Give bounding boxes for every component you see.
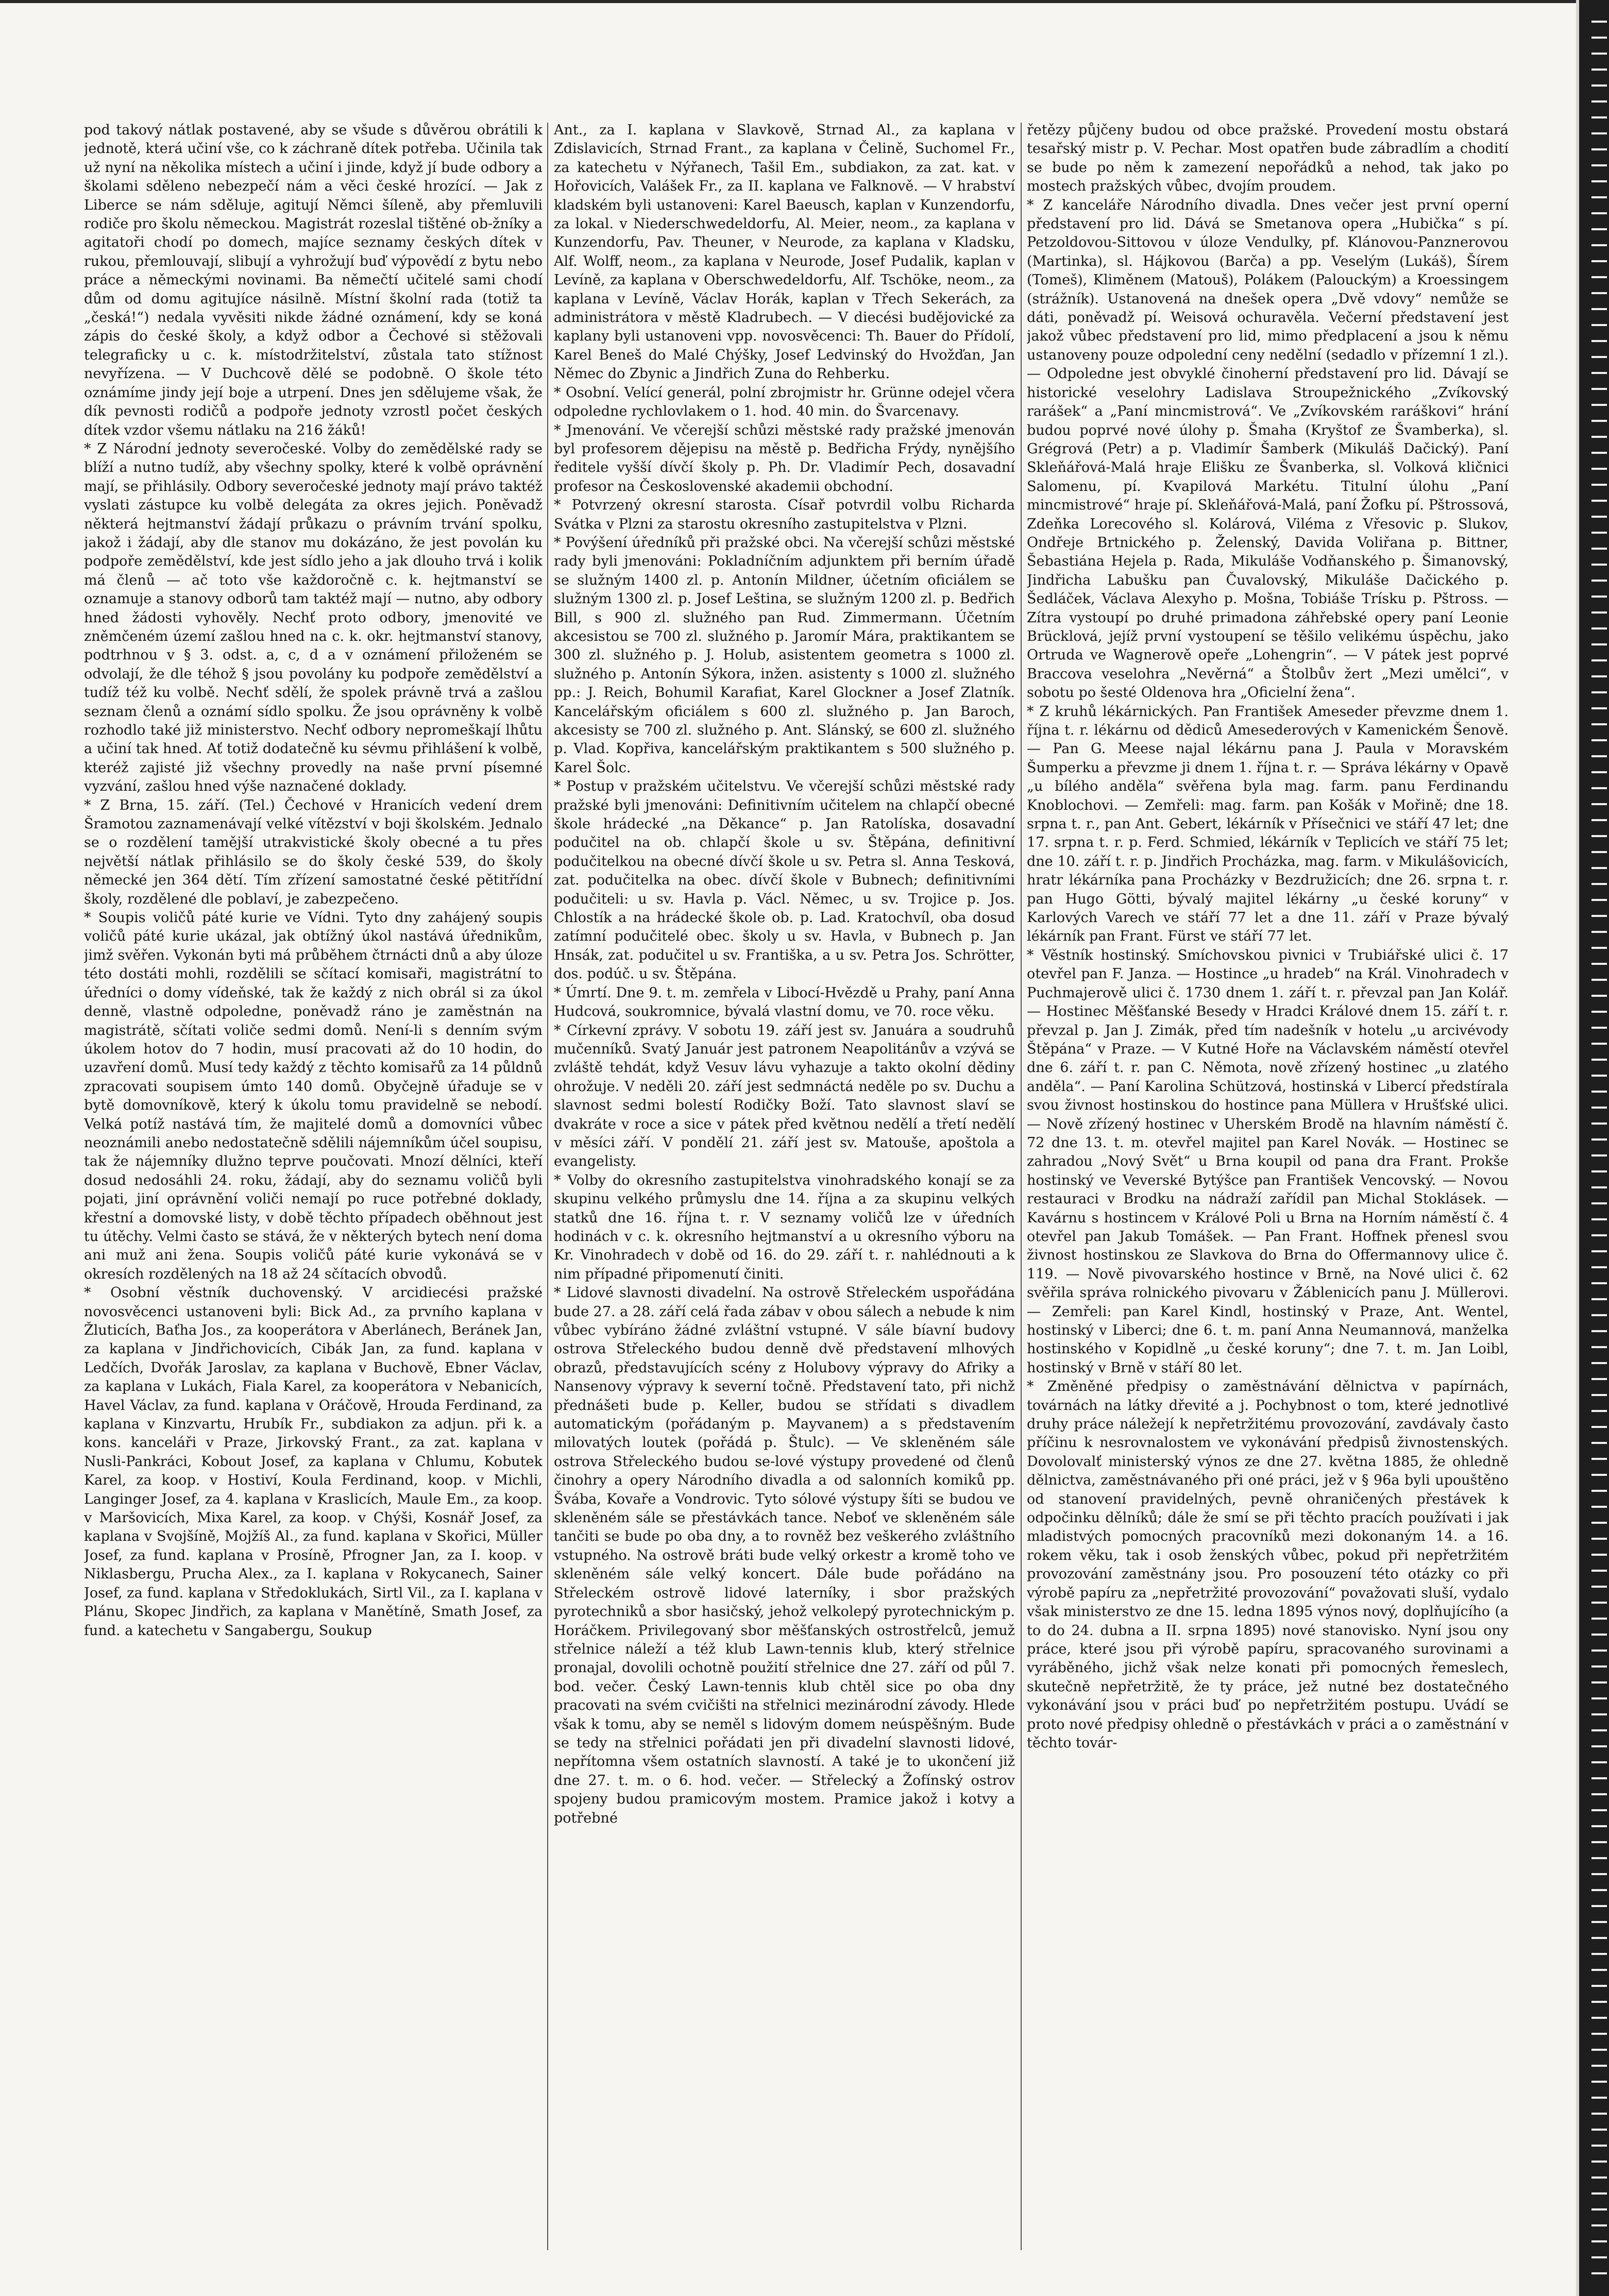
ruler-tick [1591, 1250, 1607, 1252]
ruler-tick [1591, 1586, 1607, 1588]
article-paragraph: pod takový nátlak postavené, aby se všude s důvěrou obrátili k jednotě, která učiní vše, co k záchraně dítek potřeba. Učinila tak už nyní na několika místech a učiní i jinde, když jí bude odbory a školami sděleno nebezpečí nám a věci české hrozící. — Jak z Liberce se nám sděluje, agitují Němci šíleně, aby přemluvili rodiče pro školu německou. Magistrát rozeslal tištěné ob-žníky a agitatoři chodí po domech, majíce seznamy českých dítek v rukou, přemlouvají, slibují a vyhrožují buď výpovědí z bytu nebo práce a německými novinami. Ba němečtí učitelé sami chodí dům od domu agitujíce násilně. Místní školní rada (totiž ta „česká!“) nedala vyvěsiti nikde žádné oznámení, kdy se koná zápis do české školy, a když odbor a Čechové si stěžovali telegraficky u c. k. místodržitelství, zůstala tato stížnost nevyřízena. — V Duchcově dělé se podobně. O škole této oznámíme jindy její boje a utrpení. Dnes jen sdělujeme však, že dík pevnosti rodičů a podpoře jednoty vzrostl počet českých dítek vzdor všemu nátlaku na 216 žáků! [84, 122, 543, 438]
ruler-tick [1591, 228, 1607, 230]
ruler-tick [1591, 1937, 1607, 1939]
ruler-tick [1591, 1889, 1607, 1891]
ruler-tick [1591, 819, 1607, 821]
ruler-tick [1591, 516, 1607, 518]
ruler-tick [1591, 1618, 1607, 1620]
ruler-tick [1591, 1362, 1607, 1364]
ruler-tick [1591, 2272, 1607, 2274]
column-divider [1021, 123, 1022, 2250]
ruler-tick [1591, 627, 1607, 630]
ruler-tick [1591, 2256, 1607, 2258]
ruler-tick [1591, 388, 1607, 390]
ruler-tick [1591, 1282, 1607, 1284]
ruler-tick [1591, 276, 1607, 278]
ruler-tick [1591, 2001, 1607, 2003]
ruler-tick [1591, 1474, 1607, 1476]
ruler-tick [1591, 1075, 1607, 1077]
ruler-tick [1591, 1649, 1607, 1652]
ruler-tick [1591, 532, 1607, 534]
ruler-tick [1591, 1346, 1607, 1348]
ruler-tick [1591, 2192, 1607, 2195]
ruler-tick [1591, 723, 1607, 725]
ruler-tick [1591, 164, 1607, 166]
ruler-tick [1591, 691, 1607, 693]
ruler-tick [1591, 1506, 1607, 1508]
article-paragraph: * Úmrtí. Dne 9. t. m. zemřela v Libocí-Hvězdě u Prahy, paní Anna Hudcová, soukromnice, bývalá vlastní domu, ve 70. roce věku. [554, 984, 1015, 1020]
ruler-tick [1591, 2049, 1607, 2051]
ruler-tick [1591, 436, 1607, 438]
ruler-tick [1591, 1330, 1607, 1332]
text-column-2 [554, 121, 1015, 2254]
ruler-tick [1591, 1442, 1607, 1444]
ruler-tick [1591, 1394, 1607, 1396]
ruler-tick [1591, 883, 1607, 885]
article-paragraph: * Z Brna, 15. září. (Tel.) Čechové v Hranicích vedení drem Šramotou zaznamenávají velké vítězství v boji školském. Jednalo se o rozdělení tamější utrakvistické školy obecné a tu přes největší nátlak přihlásilo se do školy české 539, do školy německé jen 364 dětí. Tím zřízení samostatné české pětitřídní školy, rozdělené dle poblaví, je zabezpečeno. [84, 797, 543, 907]
ruler-tick [1591, 1410, 1607, 1412]
ruler-tick [1591, 2097, 1607, 2099]
article-paragraph: * Postup v pražském učitelstvu. Ve včerejší schůzi městské rady pražské byli jmenováni: Definitivním učitelem na chlapčí obecné škole hrádecké „na Děkance“ p. Jan Ratolíska, dosavadní podučitel na ob. chlapčí škole u sv. Štěpána, definitivní podučitelkou na obecné dívčí škole u sv. Petra sl. Anna Tesková, zat. podučitelka na obec. dívčí škole v Bubnech; definitivními podučiteli: u sv. Havla p. Václ. Němec, u sv. Trojice p. Jos. Chlostík a na hrádecké škole ob. p. Lad. Kratochvíl, oba dosud zatímní podučitelé obec. školy u sv. Havla, v Bubnech p. Jan Hnsák, zat. podučitel u sv. Františka, a u sv. Petra Jos. Schrötter, dos. podúč. u sv. Štěpána. [554, 778, 1015, 982]
ruler-tick [1591, 1905, 1607, 1907]
ruler-tick [1591, 2161, 1607, 2163]
article-paragraph: * Jmenování. Ve včerejší schůzi městské rady pražské jmenován byl profesorem dějepisu na městě p. Bedřicha Frýdy, nynějšího ředitele vyšší dívčí školy p. Ph. Dr. Vladimír Pech, dosavadní profesor na Československé akademii obchodní. [554, 422, 1015, 495]
ruler-tick [1591, 1298, 1607, 1300]
ruler-tick [1591, 324, 1607, 326]
ruler-tick [1591, 1873, 1607, 1875]
ruler-tick [1591, 1713, 1607, 1715]
scan-border-right [1579, 0, 1609, 2296]
ruler-tick [1591, 1602, 1607, 1604]
ruler-tick [1591, 931, 1607, 933]
article-paragraph: * Z kanceláře Národního divadla. Dnes večer jest první operní představení pro lid. Dává se Smetanova opera „Hubička“ s pí. Petzoldovou-Sittovou v úloze Vendulky, pf. Klánovou-Panznerovou (Martinka), sl. Hájkovou (Barča) a pp. Veselým (Lukáš), Šírem (Tomeš), Kliměnem (Matouš), Polákem (Palouckým) a Kroessingem (strážník). Ustanovená na dnešek opera „Dvě vdovy“ nemůže se dáti, poněvadž pí. Weisová ochuravěla. Večerní představení jest jakož vůbec představení pro lid, mimo předplacení a jsou k němu ustanoveny pouze odpolední ceny nedělní (sedadlo v přízemní 1 zl.). — Odpoledne jest obvyklé činoherní představení pro lid. Dávají se historické veselohry Ladislava Stroupežnického „Zvíkovský rarášek“ a „Paní mincmistrová“. Ve „Zvíkovském raráškovi“ hrání budou poprvé nové úlohy p. Šmaha (Kryštof ze Švamberka), sl. Grégrová (Petr) a p. Vladimír Šamberk (Mikuláš Dačický). Paní Skleňářová-Malá hraje Elišku ze Švanberka, sl. Volková kličnici Salomenu, pí. Kvapilová Markétu. Titulní úlohu „Paní mincmistrové“ hraje pí. Skleňářová-Malá, paní Žofku pí. Pštrossová, Zdeňka Lorecového sl. Kolárová, Viléma z Vřesovic p. Slukov, Ondřeje Brtnického p. Želenský, Davida Voliřana p. Bittner, Šebastiána Hejela p. Rada, Mikuláše Vodňanského p. Šimanovský, Jindřicha Labušku pan Čuvalovský, Mikuláše Dačického p. Šedláček, Václava Alexyho p. Mošna, Tobiáše Trísku p. Pštross. — Zítra vystoupí po druhé primadona záhřebské opery paní Leonie Brücklová, jejíž první vystoupení se těšilo velikému úspěchu, jako Ortruda ve Wagnerově opeře „Lohengrin“. — V pátek jest poprvé Braccova veselohra „Nevěrná“ a Štolbův žert „Mezi umělci“, v sobotu po šesté Oldenova hra „Oficielní žena“. [1027, 197, 1509, 701]
ruler-tick [1591, 340, 1607, 342]
ruler-tick [1591, 84, 1607, 87]
ruler-tick [1591, 2113, 1607, 2115]
article-paragraph: * Osobní věstník duchovenský. V arcidiecési pražské novosvěcenci ustanoveni byli: Bick Ad., za prvního kaplana v Žluticích, Baťha Jos., za kooperátora v Aberlánech, Beránek Jan, za kaplana v Jindřichovicích, Cibák Jan, za fund. kaplana v Ledčích, Dvořák Jaroslav, za kaplana v Buchově, Ebner Václav, za kaplana v Lukách, Fiala Karel, za kooperátora v Nebanicích, Havel Václav, za fund. kaplana v Oráčově, Hrouda Ferdinand, za kaplana v Kinzvartu, Hrubík Fr., subdiakon za adjun. při k. a kons. kanceláři v Praze, Jirkovský Frant., za zat. kaplana v Nusli-Pankráci, Kobout Josef, za kaplana v Chlumu, Kobutek Karel, za koop. v Hostiví, Koula Ferdinand, koop. v Michli, Langinger Josef, za 4. kaplana v Kraslicích, Maule Em., za koop. v Maršovicích, Mixa Karel, za koop. v Chýši, Kosnář Josef, za kaplana v Svojšíně, Mojžíš Al., za fund. kaplana v Skořici, Müller Josef, za fund. kaplana v Prosíně, Pfrogner Jan, za I. koop. v Niklasbergu, Prucha Alex., za I. kaplana v Rokycanech, Sainer Josef, za fund. kaplana v Středoklukách, Sirtl Vil., za I. kaplana v Plánu, Skopec Jindřich, za kaplana v Manětíně, Smath Josef, za fund. a katechetu v Sangabergu, Soukup [84, 1285, 543, 1639]
ruler-tick [1591, 1729, 1607, 1731]
ruler-tick [1591, 2208, 1607, 2210]
ruler-tick [1591, 37, 1607, 39]
text-column-1 [84, 121, 543, 2254]
ruler-tick [1591, 420, 1607, 422]
ruler-tick [1591, 787, 1607, 789]
ruler-tick [1591, 116, 1607, 118]
ruler-tick [1591, 308, 1607, 310]
ruler-tick [1591, 1266, 1607, 1268]
ruler-tick [1591, 1043, 1607, 1045]
ruler-tick [1591, 979, 1607, 981]
ruler-tick [1591, 947, 1607, 949]
ruler-tick [1591, 1107, 1607, 1109]
article-paragraph: * Církevní zprávy. V sobotu 19. září jest sv. Januára a soudruhů mučenníků. Svatý Január jest patronem Neapolitánův a vzývá se zvláště tehdát, když Vesuv lávu vyhazuje a takto okolní dědiny ohrožuje. V neděli 20. září jest sedmnáctá neděle po sv. Duchu a slavnost sedmi bolestí Rodičky Boží. Tato slavnost slaví se dvakráte v roce a sice v pátek před květnou nedělí a třetí nedělí v měsíci září. V pondělí 21. září jest sv. Matouše, apoštola a evangelisty. [554, 1022, 1015, 1170]
ruler-tick [1591, 1969, 1607, 1971]
ruler-tick [1591, 1170, 1607, 1172]
article-paragraph: * Věstník hostinský. Smíchovskou pivnici v Trubiářské ulici č. 17 otevřel pan F. Janza. — Hostince „u hradeb“ na Král. Vinohradech v Puchmajerově ulici č. 1730 dnem 1. září t. r. převzal pan Jan Kolář. — Hostinec Měšťanské Besedy v Hradci Králové dnem 15. září t. r. převzal p. Jan J. Zimák, před tím nadešník v hotelu „u arcivévody Štěpána“ v Praze. — V Kutné Hoře na Václavském náměstí otevřel dne 6. září t. r. pan C. Němota, nově zřízený hostinec „u zlatého anděla“. — Paní Karolina Schützová, hostinská v Libercí předstírala svou živnost hostinskou do hostince pana Müllera v Hrušťské ulici. — Nově zřízený hostinec v Uherském Brodě na hlavním náměstí č. 72 dne 13. t. m. otevřel majitel pan Karel Novák. — Hostinec se zahradou „Nový Svět“ u Brna koupil od pana dra Frant. Prokše hostinský ve Veverské Bytýšce pan František Vencovský. — Novou restauraci v Brodku na nádraží zařídil pan Michal Stoklásek. — Kavárnu s hostincem v Králové Poli u Brna na Horním náměstí č. 4 otevřel pan Jakub Tomášek. — Pan Frant. Hoffnek přenesl svou živnost hostinskou ze Slavkova do Brna do Offermannovy ulice č. 119. — Nově pivovarského hostince v Brně, na Nové ulici č. 62 svěřila správa rolnického pivovaru v Žáblenicích panu J. Müllerovi. — Zemřeli: pan Karel Kindl, hostinský v Praze, Ant. Wentel, hostinský v Liberci; dne 6. t. m. paní Anna Neumannová, manželka hostinského v Kopidlně „u české koruny“; dne 7. t. m. Jan Loibl, hostinský v Brně v stáří 80 let. [1027, 947, 1509, 1376]
ruler-tick [1591, 452, 1607, 454]
article-paragraph: * Z Národní jednoty severočeské. Volby do zemědělské rady se blíží a nutno tudíž, aby všechny spolky, které k volbě oprávnění mají, se přihlásily. Odbory severočeské jednoty mají právo taktéž vyslati zástupce ku volbě delegáta za okres jejich. Poněvadž některá hejtmanství žádají průkazu o právním trvání spolku, jakož i žádají, aby dle stanov mu dokázáno, že jest povolán ku podpoře zemědělství, kde jest sídlo jeho a jak dlouho trvá i kolik má členů — ač toto vše každoročně c. k. hejtmanství se oznamuje a stanovy odborů tam taktéž mají — nutno, aby odbory hned žádosti vyhověly. Nechť proto odbory, jmenovité ve zněmčeném území zašlou hned na c. k. okr. hejtmanství stanovy, podtrhnou v § 3. odst. a, c, d a v oznámení přiloženém se odvolají, že dle téhož § jsou povolány ku podpoře zemědělství a tudíž též ku volbě. Nechť sdělí, že spolek právně trvá a zašlou seznam členů a oznámí sídlo spolku. Že jsou oprávněny k volbě rozhodlo také již ministerstvo. Nechť odbory nepromeškají lhůtu a učiní tak hned. Ať totiž dodatečně ku sévmu přihlášení k volbě, kteréž zajisté již všechny provedly na naše první písemné vyzvání, zašlou hned výše naznačené doklady. [84, 440, 543, 795]
ruler-tick [1591, 1202, 1607, 1204]
ruler-tick [1591, 180, 1607, 182]
ruler-tick [1591, 596, 1607, 598]
ruler-tick [1591, 1841, 1607, 1843]
ruler-tick [1591, 755, 1607, 757]
ruler-tick [1591, 1154, 1607, 1156]
scan-ruler [1579, 0, 1609, 2296]
ruler-tick [1591, 1378, 1607, 1380]
article-paragraph: * Volby do okresního zastupitelstva vinohradského konají se za skupinu velkého průmyslu dne 14. října a za skupinu velkých statků dne 16. října t. r. V seznamy voličů lze v úředních hodinách v c. k. okresního hejtmanství a u okresního výboru na Kr. Vinohradech v době od 16. do 29. září t. r. nahlédnouti a k nim případné připomenutí činiti. [554, 1172, 1015, 1282]
ruler-tick [1591, 739, 1607, 741]
ruler-tick [1591, 867, 1607, 869]
ruler-tick [1591, 404, 1607, 406]
article-paragraph: * Potvrzený okresní starosta. Císař potvrdil volbu Richarda Svátka v Plzni za starostu okresního zastupitelstva v Plzni. [554, 497, 1015, 532]
ruler-tick [1591, 659, 1607, 661]
ruler-tick [1591, 611, 1607, 614]
ruler-tick [1591, 2224, 1607, 2226]
ruler-tick [1591, 1186, 1607, 1188]
ruler-tick [1591, 260, 1607, 262]
ruler-tick [1591, 1857, 1607, 1859]
ruler-tick [1591, 1921, 1607, 1923]
ruler-tick [1591, 1138, 1607, 1141]
ruler-tick [1591, 915, 1607, 917]
ruler-tick [1591, 2240, 1607, 2242]
ruler-tick [1591, 500, 1607, 502]
ruler-tick [1591, 2176, 1607, 2179]
ruler-tick [1591, 1825, 1607, 1827]
ruler-tick [1591, 21, 1607, 23]
article-paragraph: řetězy půjčeny budou od obce pražské. Provedení mostu obstará tesařský mistr p. V. Pechar. Most opatřen bude zábradlím a chodití se bude po něm k zamezení nepořádků a nehod, tak jako po mostech pražských vůbec, dvojím proudem. [1027, 122, 1509, 195]
ruler-tick [1591, 1665, 1607, 1668]
ruler-tick [1591, 2129, 1607, 2131]
ruler-tick [1591, 1458, 1607, 1460]
ruler-tick [1591, 1570, 1607, 1572]
ruler-tick [1591, 1777, 1607, 1779]
ruler-tick [1591, 1554, 1607, 1556]
article-paragraph: Ant., za I. kaplana v Slavkově, Strnad Al., za kaplana v Zdislavicích, Strnad Frant., za kaplana v Čelině, Suchomel Fr., za katechetu v Nýřanech, Tašil Em., subdiakon, za zat. kat. v Hořovicích, Valášek Fr., za II. kaplana ve Falknově. — V hrabství kladském byli ustanoveni: Karel Baeusch, kaplan v Kunzendorfu, za lokal. v Niederschwedeldorfu, Al. Meier, neom., za kaplana v Kunzendorfu, Pav. Theuner, v Neurode, za kaplana v Kladsku, Alf. Wolff, neom., za kaplana v Neurode, Josef Pudalik, kaplan v Levíně, za kaplana v Oberschwedeldorfu, Alf. Tschöke, neom., za kaplana v Levíně, Václav Horák, kaplan v Třech Sekerách, za administrátora v městě Kladrubech. — V diecési budějovické za kaplany byli ustanoveni vpp. novosvěcenci: Th. Bauer do Přídolí, Karel Beneš do Malé Chýšky, Josef Ledvinský do Hvožďan, Jan Němec do Zbynic a Jindřich Zuna do Rehberku. [554, 122, 1015, 382]
ruler-tick [1591, 580, 1607, 582]
ruler-tick [1591, 1681, 1607, 1683]
ruler-tick [1591, 212, 1607, 214]
ruler-tick [1591, 1490, 1607, 1492]
ruler-tick [1591, 2065, 1607, 2067]
ruler-tick [1591, 1011, 1607, 1013]
ruler-tick [1591, 1234, 1607, 1236]
ruler-tick [1591, 835, 1607, 837]
ruler-tick [1591, 803, 1607, 805]
ruler-tick [1591, 2081, 1607, 2083]
ruler-tick [1591, 2145, 1607, 2147]
ruler-tick [1591, 899, 1607, 901]
column-divider [547, 123, 548, 2250]
ruler-tick [1591, 548, 1607, 550]
ruler-tick [1591, 1522, 1607, 1524]
ruler-tick [1591, 372, 1607, 374]
article-paragraph: * Soupis voličů páté kurie ve Vídni. Tyto dny zahájený soupis voličů páté kurie ukázal, jak obtížný úkol nastává úřednikům, jimž svěřen. Vykonán byti má průběhem čtrnácti dnů a aby úloze této dostáti mohli, rozdělili se sčítací komisaři, magistrátní to úředníci o domy vídeňské, tak že každý z nich obrál si za úkol denně, vlastně odpoledne, poněvadž ráno je zaměstnán na magistrátě, sčítati voliče sedmi domů. Není-li s denním svým úkolem hotov do 7 hodin, musí pracovati až do 10 hodin, do uzavření domů. Musí tedy každý z těchto komisařů za 14 půldnů zpracovati soupisem úmto 140 domů. Obyčejně úřaduje se v bytě domovníkově, který k úkolu tomu pravidelně se nebodí. Velká potíž nastává tím, že majitelé domů a domovníci vůbec neoznámili anebo nedostatečně sdělili nájemníkům účel soupisu, tak že nájemníky dlužno teprve poučovati. Mnozí dělníci, kteří dosud nedosáhli 24. roku, žádají, aby do seznamu voličů byli pojati, jiní oprávnění voliči nemají po ruce potřebné doklady, křestní a domovské listy, v době těchto případech oběhnout jest tu útěchy. Velmi často se stává, že v některých bytech není doma ani muž ani žena. Soupis voličů páté kurie vykonává se v okresích rozdělených na 18 až 24 sčítacích obvodů. [84, 910, 543, 1282]
ruler-tick [1591, 963, 1607, 965]
ruler-tick [1591, 1123, 1607, 1125]
ruler-tick [1591, 148, 1607, 150]
ruler-tick [1591, 995, 1607, 997]
ruler-tick [1591, 1538, 1607, 1540]
ruler-tick [1591, 1634, 1607, 1636]
ruler-tick [1591, 1314, 1607, 1316]
article-paragraph: * Změněné předpisy o zaměstnávání dělnictva v papírnách, továrnách na látky dřevité a j. Pochybnost o tom, které jednotlivé druhy práce náležejí k nepřetržitému provozování, zavdávaly často příčinu k nesrovnalostem ve vykonávání předpisů živnostenských. Dovolovalť ministerský výnos ze dne 27. května 1885, že ohledně dělnictva, zaměstnávaného při oné práci, jež v § 96a byli upouštěno od stanovení pravidelných, pevně ohraničených přestávek k odpočinku dělníků; dále že smí se při těchto pracích používati i jak mladistvých pomocných pracovníků mezi dokonaným 14. a 16. rokem věku, tak i osob ženských vůbec, pokud při nepřetržitém provozování zaměstnány jsou. Pro posouzení této otázky co při výrobě papíru za „nepřetržité provozování“ považovati sluší, vydalo však ministerstvo ze dne 15. ledna 1895 výnos nový, doplňujícího (a to do 24. dubna a II. srpna 1895) nové stanovisko. Nyní jsou ony práce, které jsou při výrobě papíru, spracovaného surovinami a vyráběného, jichž však nelze konati při pomocných řemeslech, skutečně nepřetržitě, že ty práce, jež nutné bez dostatečného vykonávání jsou v práci buď po nepřetržitém postupu. Uvádí se proto nové předpisy ohledně o přestávkách v práci a o zaměstnání v těchto továr- [1027, 1379, 1509, 1751]
ruler-tick [1591, 69, 1607, 71]
ruler-tick [1591, 1809, 1607, 1811]
ruler-tick [1591, 643, 1607, 645]
ruler-tick [1591, 1761, 1607, 1763]
ruler-tick [1591, 1059, 1607, 1061]
ruler-tick [1591, 484, 1607, 486]
article-paragraph: * Z kruhů lékárnických. Pan František Ameseder převzme dnem 1. října t. r. lékárnu od dědiců Amesederových v Kamenickém Šenově. — Pan G. Meese najal lékárnu pana J. Paula v Moravském Šumperku a převzme ji dnem 1. října t. r. — Správa lékárny v Opavě „u bílého anděla“ svěřena byla mag. farm. panu Ferdinandu Knoblochovi. — Zemřeli: mag. farm. pan Košák v Mořině; dne 18. srpna t. r., pan Ant. Gebert, lékárník v Přísečnici ve stáří 47 let; dne 17. srpna t. r. p. Ferd. Schmied, lékárník v Teplicích ve stáří 75 let; dne 10. září t. r. p. Jindřich Procházka, mag. farm. v Mikulášovicích, hratr lékárníka pana Procházky v Bezdružicích; dne 26. srpna t. r. pan Hugo Götti, bývalý majitel lékárny „u české koruny“ v Karlových Varech ve stáří 77 let a dne 11. září v Praze bývalý lékárník pan Frant. Fürst ve stáří 77 let. [1027, 703, 1509, 945]
ruler-tick [1591, 2017, 1607, 2019]
article-paragraph: * Lidové slavnosti divadelní. Na ostrově Střeleckém uspořádána bude 27. a 28. září celá řada zábav v obou sálech a nebude k nim vůbec vybíráno žádné zvláštní vstupné. V sále bíavní budovy ostrova Střeleckého budou denně dvě představení mlhových obrazů, představujících scény z Holubovy výpravy do Afriky a Nansenovy výpravy k severní točně. Představení tato, při nichž přednášeti bude p. Keller, budou se střídati s divadlem automatickým (pořádaným p. Mayvanem) a s představením milovatých loutek (pořádá p. Štulc). — Ve skleněném sále ostrova Střeleckého budou se-lové výstupy provedené od členů činohry a opery Národního divadla a od salonních komiků pp. Švába, Kovaře a Vondrovic. Tyto sólové výstupy šíti se budou ve skleněném sále se přestávkách tance. Neboť ve skleněném sále tančiti se bude po oba dny, a to rovněž bez veškerého zvláštního vstupného. Na ostrově bráti bude velký orkestr a kromě toho ve skleněném sále velký koncert. Dále bude pořádáno na Střeleckém ostrově lidové laterníky, i sbor pražských pyrotechniků a sbor hasičský, jehož velkolepý pyrotechnickým p. Horáčkem. Privilegovaný sbor měšťanských ostrostřelců, jemuž střelnice náleží a též klub Lawn-tennis klub, který střelnice pronajal, dovolili ochotně použití střelnice dne 27. září od půl 7. bod. večer. Český Lawn-tennis klub chtěl sice po oba dny pracovati na svém cvičišti na střelnici mezinárodní závody. Hlede však k tomu, aby se neměl s lidovým domem neúspěšným. Bude se tedy na střelnici pořádati jen při divadelní slavnosti lidové, nepřítomna všem ostatních slavností. A také je to ukončení již dne 27. t. m. o 6. hod. večer. — Střelecký a Žofínský ostrov spojeny budou pramicovým mostem. Pramice jakož i kotvy a potřebné [554, 1285, 1015, 1826]
ruler-tick [1591, 100, 1607, 103]
text-column-3 [1027, 121, 1509, 2254]
ruler-tick [1591, 771, 1607, 773]
ruler-tick [1591, 707, 1607, 709]
ruler-tick [1591, 1953, 1607, 1955]
ruler-tick [1591, 244, 1607, 246]
ruler-tick [1591, 1793, 1607, 1795]
ruler-tick [1591, 1426, 1607, 1428]
ruler-tick [1591, 1091, 1607, 1093]
ruler-tick [1591, 356, 1607, 358]
ruler-tick [1591, 851, 1607, 853]
ruler-tick [1591, 1697, 1607, 1699]
article-paragraph: * Osobní. Velící generál, polní zbrojmistr hr. Grünne odejel včera odpoledne rychlovlakem o 1. hod. 40 min. do Švarcenavy. [554, 384, 1015, 420]
ruler-tick [1591, 132, 1607, 134]
ruler-tick [1591, 675, 1607, 677]
ruler-tick [1591, 1745, 1607, 1747]
ruler-tick [1591, 53, 1607, 55]
article-paragraph: * Povýšení úředníků při pražské obci. Na včerejší schůzi městské rady byli jmenováni: Pokladníčním adjunktem při berním úřadě se služným 1400 zl. p. Antonín Mildner, účetním oficiálem se služným 1300 zl. p. Josef Leština, se služným 1200 zl. p. Bedřich Bill, s 900 zl. služného pan Rud. Zimmermann. Účetním akcesistou se 700 zl. služného p. Jaromír Mára, praktikantem se 300 zl. služného p. J. Holub, asistentem geometra s 1000 zl. služného p. Antonín Sýkora, inžen. asistenty s 1000 zl. služného pp.: J. Reich, Bohumil Karafiat, Karel Glockner a Josef Zlatník. Kancelářským oficiálem s 600 zl. služného p. Jan Baroch, akcesisty se 700 zl. služného p. Ant. Slánský, se 600 zl. služného p. Vlad. Kopřiva, kancelářským praktikantem s 500 služného p. Karel Šolc. [554, 534, 1015, 776]
ruler-tick [1591, 468, 1607, 470]
ruler-tick [1591, 1985, 1607, 1987]
ruler-tick [1591, 196, 1607, 198]
ruler-tick [1591, 1218, 1607, 1220]
ruler-tick [1591, 1027, 1607, 1029]
ruler-tick [1591, 564, 1607, 566]
ruler-tick [1591, 2033, 1607, 2035]
scan-border-top [0, 0, 1609, 3]
ruler-tick [1591, 292, 1607, 294]
